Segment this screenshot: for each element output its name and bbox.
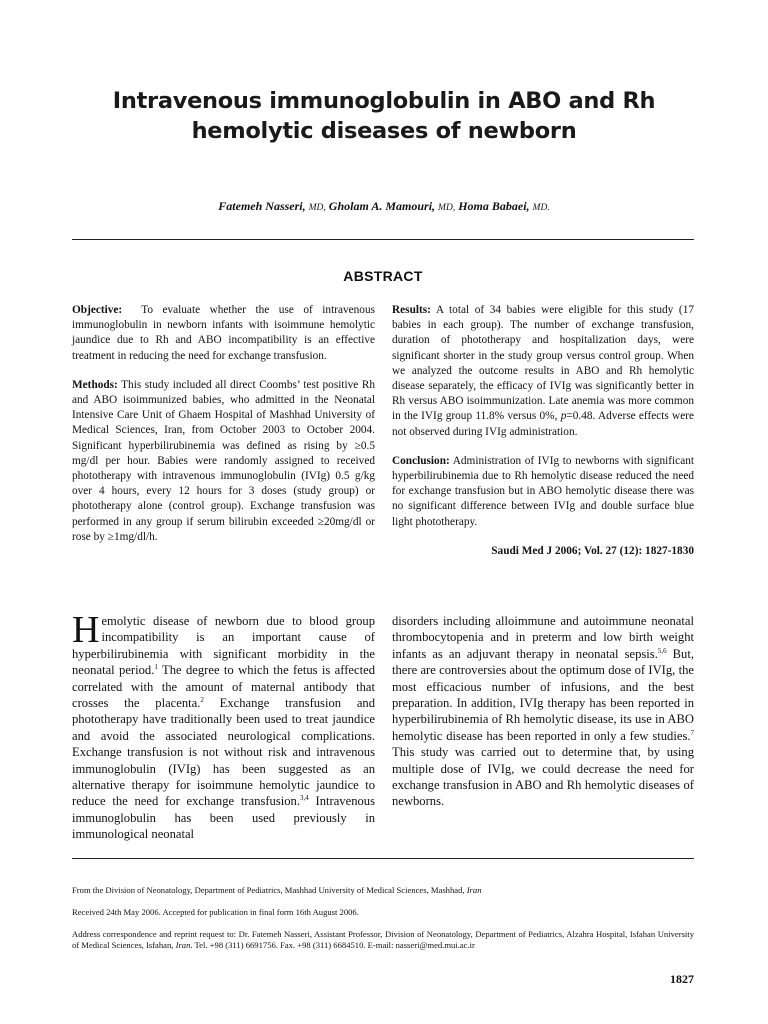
author-degree: MD, bbox=[438, 203, 456, 213]
correspondence-country: Iran bbox=[175, 940, 191, 951]
results-tail: =0.48. Adverse effects were not observed during IVIg administration. bbox=[392, 410, 695, 438]
reference-marker: 7 bbox=[690, 728, 694, 737]
reference-marker: 2 bbox=[200, 695, 204, 704]
body-text: disorders including alloimmune and autoimmune neonatal thrombocytopenia and in preterm and low birth weight infants as an adjuvant therapy in neonatal sepsis. bbox=[392, 614, 694, 661]
footnote-affiliation bbox=[72, 885, 694, 896]
author-degree: MD. bbox=[532, 203, 550, 213]
body-text: But, there are controversies about the optimum dose of IVIg, the most efficacious number of infusions, and the best preparation. In addition, IVIg therapy has been reported in hyperbilirubinemia of Rh hemolytic disease, its use in ABO hemolytic disease has been reported in only a few studies. bbox=[392, 646, 694, 743]
abstract-right-column bbox=[392, 303, 694, 559]
correspondence-contact: . Tel. +98 (311) 6691756. Fax. +98 (311) 6684510. E-mail: nasseri@med.mui.ac.ir bbox=[190, 940, 475, 951]
reference-marker: 5,6 bbox=[657, 646, 667, 655]
page-number: 1827 bbox=[670, 972, 694, 986]
objective-text: To evaluate whether the use of intravenous immunoglobulin in newborn infants with isoimmune hemolytic jaundice due to Rh and ABO incompatibility is an effective treatment in reducing the need for exchange transfusion. bbox=[72, 304, 375, 362]
reference-marker: 1 bbox=[154, 663, 158, 672]
body-text: This study was carried out to determine that, by using multiple dose of IVIg, we could decrease the need for exchange transfusion in ABO and Rh hemolytic diseases of newborns. bbox=[392, 745, 694, 809]
intro-paragraph-left bbox=[72, 609, 376, 843]
conclusion-text: Administration of IVIg to newborns with significant hyperbilirubinemia due to Rh hemolytic disease reduced the need for exchange transfusion but in ABO hemolytic disease there was no significant difference between IVIg and double surface blue light phototherapy. bbox=[392, 454, 694, 528]
top-divider bbox=[72, 239, 694, 240]
methods-text: This study included all direct Coombs’ test positive Rh and ABO isoimmunized babies, who admitted in the Neonatal Intensive Care Unit of Ghaem Hospital of Mashhad University of Medical Sciences, Iran, from October 2003 to October 2004. Significant hyperbilirubinemia was defined as rising by ≥0.5 mg/dl per hour. Babies were randomly assigned to received phototherapy with intravenous immunoglobulin (IVIg) 0.5 g/kg over 4 hours, every 12 hours for 3 doses (study group) or phototherapy alone (control group). Exchange transfusion was performed in any group if serum bilirubin exceeded ≥20mg/dl or rose by ≥1mg/dl/h. bbox=[72, 378, 376, 543]
body-left-column bbox=[72, 609, 376, 843]
journal-citation: Saudi Med J 2006; Vol. 27 (12): 1827-1830 bbox=[491, 544, 694, 557]
objective-label: Objective: bbox=[72, 304, 123, 316]
footnote-received: Received 24th May 2006. Accepted for publication in final form 16th August 2006. bbox=[72, 907, 359, 917]
body-text: The degree to which the fetus is affected correlated with the amount of maternal antibody that crosses the placenta. bbox=[72, 663, 375, 711]
body-text: Intravenous immunoglobulin has been used previously in immunological neonatal bbox=[72, 794, 375, 842]
intro-paragraph-right bbox=[392, 613, 694, 810]
abstract-heading: ABSTRACT bbox=[343, 268, 423, 284]
drop-cap: H bbox=[72, 609, 100, 651]
author-list bbox=[60, 199, 708, 214]
objective-paragraph bbox=[72, 303, 375, 364]
conclusion-paragraph bbox=[392, 454, 694, 530]
p-value-symbol: p bbox=[560, 410, 567, 423]
conclusion-label: Conclusion: bbox=[392, 454, 450, 467]
results-text: A total of 34 babies were eligible for this study (17 babies in each group). The number of exchange transfusion, duration of phototherapy and hospitalization days, were significant shorter in the study group versus control group. When we analyzed the outcome results in ABO and Rh hemolytic disease separately, the efficacy of IVIg was significantly better in Rh versus ABO isoimmunization. Late anemia was more common in the IVIg group 11.8% versus 0%, bbox=[392, 304, 694, 423]
author-name: Homa Babaei, bbox=[458, 199, 530, 213]
title-line-2: hemolytic diseases of newborn bbox=[191, 118, 577, 144]
affiliation-country: Iran bbox=[466, 885, 482, 895]
correspondence-text: Address correspondence and reprint request to: Dr. Fatemeh Nasseri, Assistant Professor, Division of Neonatology, Department of Pediatrics, Alzahra Hospital, Isfahan University of Medical Sciences, Isfahan, bbox=[72, 929, 694, 951]
title-line-1: Intravenous immunoglobulin in ABO and Rh bbox=[112, 88, 656, 114]
results-label: Results: bbox=[392, 304, 431, 316]
author-degree: MD, bbox=[308, 203, 326, 213]
reference-marker: 3,4 bbox=[300, 794, 309, 803]
body-text: Exchange transfusion and phototherapy have traditionally been used to treat jaundice and avoid the associated neurological complications. Exchange transfusion is not without risk and intravenous immunoglobulin (IVIg) has been suggested as an alternative therapy for isoimmune hemolytic jaundice to reduce the need for exchange transfusion. bbox=[72, 696, 376, 809]
article-title bbox=[60, 86, 708, 146]
methods-label: Methods: bbox=[72, 378, 118, 391]
author-name: Fatemeh Nasseri, bbox=[218, 199, 306, 213]
results-paragraph bbox=[392, 303, 694, 440]
author-name: Gholam A. Mamouri, bbox=[328, 199, 436, 213]
footnote-correspondence bbox=[72, 929, 694, 952]
body-right-column bbox=[392, 613, 694, 810]
footnote-divider bbox=[72, 858, 694, 859]
methods-paragraph bbox=[72, 378, 375, 545]
abstract-left-column bbox=[72, 303, 375, 559]
body-text: emolytic disease of newborn due to blood group incompatibility is an important cause of hyperbilirubinemia with significant morbidity in the neonatal period. bbox=[72, 614, 375, 678]
affiliation-text: From the Division of Neonatology, Department of Pediatrics, Mashhad University of Medical Sciences, Mashhad, bbox=[72, 885, 465, 895]
